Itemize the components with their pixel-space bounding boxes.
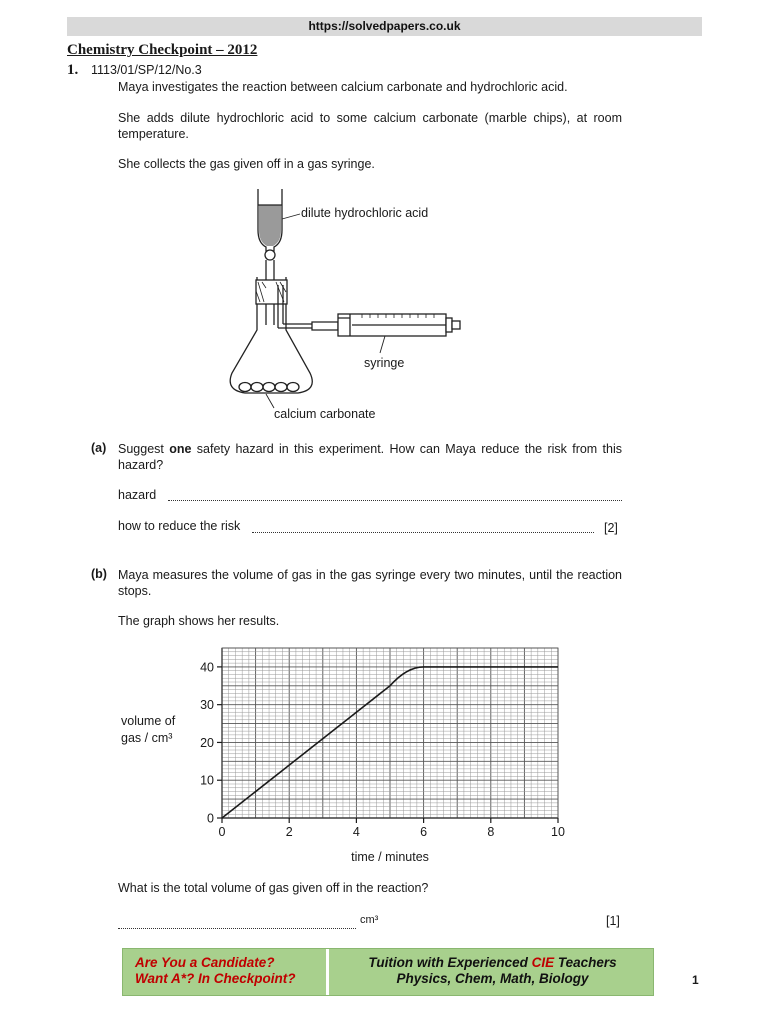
intro-paragraph-3: She collects the gas given off in a gas syringe. xyxy=(118,157,375,171)
y-axis-label-line2: gas / cm³ xyxy=(121,731,173,745)
graph-grid xyxy=(222,648,558,818)
apparatus-diagram xyxy=(200,185,500,430)
tap xyxy=(265,250,275,260)
graph-ticks xyxy=(200,660,565,839)
tuition-banner[interactable] xyxy=(122,948,654,996)
intro-paragraph-1: Maya investigates the reaction between calcium carbonate and hydrochloric acid. xyxy=(118,80,568,94)
x-axis-label: time / minutes xyxy=(351,850,429,864)
label-calcium-carbonate: calcium carbonate xyxy=(274,407,376,421)
x-tick-label: 0 xyxy=(218,825,226,839)
label-dilute-acid: dilute hydrochloric acid xyxy=(301,206,429,220)
banner-left-line2: Want A*? In Checkpoint? xyxy=(135,971,296,986)
paper-title: Chemistry Checkpoint – 2012 xyxy=(67,42,258,58)
y-tick-label: 30 xyxy=(200,698,214,713)
y-axis-label-line1: volume of xyxy=(121,714,176,728)
part-a-marks: [2] xyxy=(604,521,618,535)
banner-right-line2: Physics, Chem, Math, Biology xyxy=(396,971,589,986)
y-tick-label: 0 xyxy=(207,811,214,826)
answer-unit: cm³ xyxy=(360,914,379,926)
part-b-question: Maya measures the volume of gas in the gas syringe every two minutes, until the reaction stops. xyxy=(118,568,622,598)
source-url-bar: https://solvedpapers.co.uk xyxy=(67,17,702,36)
volume-time-graph xyxy=(112,638,592,868)
part-b-marks: [1] xyxy=(606,914,620,928)
label-syringe: syringe xyxy=(364,356,405,370)
banner-left-panel xyxy=(123,949,329,995)
y-tick-label: 10 xyxy=(200,773,214,788)
part-b-letter: (b) xyxy=(91,567,107,581)
volume-answer-line[interactable] xyxy=(118,928,356,929)
hazard-label: hazard xyxy=(118,488,157,502)
part-b-followup-question: What is the total volume of gas given off in the reaction? xyxy=(118,881,429,895)
intro-paragraph-2: She adds dilute hydrochloric acid to some calcium carbonate (marble chips), at room temperature. xyxy=(118,111,622,141)
banner-right-line1: Tuition with Experienced CIE Teachers xyxy=(368,955,617,970)
question-reference: 1113/01/SP/12/No.3 xyxy=(91,63,202,77)
hazard-answer-line[interactable] xyxy=(168,500,622,501)
marble-chip xyxy=(239,383,251,392)
x-tick-label: 8 xyxy=(487,825,495,839)
banner-right-panel xyxy=(332,949,653,995)
acid-fill xyxy=(259,205,281,246)
x-tick-label: 4 xyxy=(352,825,360,839)
x-tick-label: 2 xyxy=(285,825,293,839)
banner-left-line1: Are You a Candidate? xyxy=(135,955,275,970)
reduce-risk-answer-line[interactable] xyxy=(252,532,594,533)
graph-intro: The graph shows her results. xyxy=(118,614,280,628)
y-tick-label: 20 xyxy=(200,735,214,750)
reduce-risk-label: how to reduce the risk xyxy=(118,519,241,533)
part-a-question: Suggest one safety hazard in this experiment. How can Maya reduce the risk from this hazard? xyxy=(118,442,623,472)
page-number: 1 xyxy=(692,973,699,987)
question-number: 1. xyxy=(67,62,79,78)
y-tick-label: 40 xyxy=(200,660,214,675)
part-a-letter: (a) xyxy=(91,441,107,455)
x-tick-label: 6 xyxy=(420,825,428,839)
x-tick-label: 10 xyxy=(551,825,565,839)
